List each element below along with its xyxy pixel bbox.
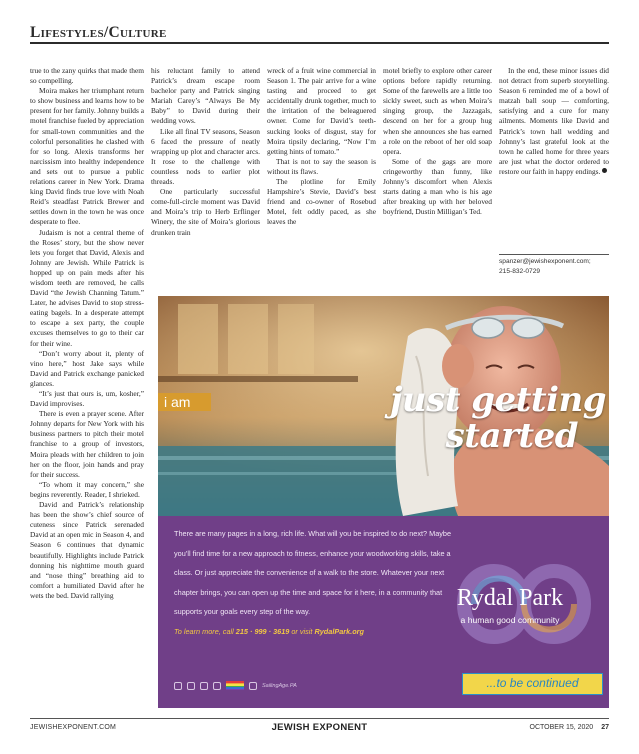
paragraph-text: In the end, these minor issues did not detract from superb storytelling. Season 6 reminded me of a bowl of matzah ball soup — comforting, satisfying and a cure for many ailments. Moments like David and Patrick’s town hall wedding and Johnny’s last grateful look at the town he called home for three years are just what the doctor ordered to restore our faith in happy endings.: [499, 66, 609, 176]
paragraph: That is not to say the season is without its flaws.: [267, 156, 376, 176]
article-column-2: [151, 66, 260, 238]
section-heading: [30, 24, 167, 42]
ad-footer-icons: [174, 681, 297, 690]
paragraph: [499, 66, 609, 177]
article-column-3: [267, 66, 376, 228]
page-number: 27: [601, 724, 609, 731]
paragraph: wreck of a fruit wine commercial in Season 1. The pair arrive for a wine tasting and proceed to get accidentally drunk together, much to the irritation of the beleaguered owner. Come for David’s teeth-sucking looks of disgust, stay for Moira tipsily declaring, “Now I’m getting hints of tomato.”: [267, 66, 376, 156]
headline-line-2: started: [445, 416, 578, 456]
brand-block: [435, 584, 585, 626]
paragraph: Moira makes her triumphant return to show business and learns how to be present for her family. Johnny builds a motel franchise fueled by appreciation for small-town communities and the colorful personalities he clashed with for so long. Alexis transforms her narcissism into healthy independence and sets out to pursue a public relations career in New York. Drama king David finds true love with Noah Reid’s steadfast Patrick Brewer and settles down in the town he was once desperate to flee.: [30, 86, 144, 227]
equal-housing-icon: [174, 682, 182, 690]
cta-website-link[interactable]: RydalPark.org: [314, 626, 364, 636]
footer-date: OCTOBER 15, 2020: [529, 724, 594, 731]
end-mark-icon: [602, 168, 607, 173]
accessibility-icon: [187, 682, 195, 690]
sailing-age-text: SailingAge.PA: [262, 682, 297, 689]
paragraph: The plotline for Emily Hampshire’s Stevie, David’s best friend and co-owner of Rosebud Motel, felt oddly paced, as she leaves the: [267, 177, 376, 227]
contact-email[interactable]: spanzer@jewishexponent.com;: [499, 258, 591, 265]
footer-rule: [30, 718, 609, 719]
paragraph: David and Patrick’s relationship has been the show’s chief source of cuteness since Patrick serenaded David at an open mic in Season 4, and Season 6 continues that dynamic beautifully. Highlights include Patrick donning his nighttime mouth guard and “nose thing” breathing aid to comfort a humiliated David after he wets the bed. David rallying: [30, 500, 144, 600]
footer-publication: JEWISH EXPONENT: [271, 722, 368, 733]
cta-mid: or visit: [289, 626, 315, 636]
ad-headline: [206, 382, 606, 454]
ad-call-to-action: [174, 622, 456, 642]
cta-phone[interactable]: 215 · 999 · 3619: [235, 626, 290, 636]
headline-line-1: just getting: [390, 380, 606, 420]
article-column-5: [499, 66, 609, 177]
author-contact: [499, 257, 611, 277]
section-title: Lifestyles/Culture: [30, 24, 167, 41]
paragraph: motel briefly to explore other career options before rapidly returning. Some of the farewells are a little too sickly sweet, such as when Moira’s singing group, the Jazzagals, descend on her for a group hug when she announces she has earned a role on the reboot of her old soap opera.: [383, 66, 492, 156]
brand-name: Rydal Park: [456, 585, 564, 611]
paragraph: true to the zany quirks that made them so compelling.: [30, 66, 144, 86]
ad-copy: [174, 524, 456, 641]
contact-phone: 215-832-0729: [499, 268, 541, 275]
heading-rule: [30, 42, 609, 44]
paragraph: One particularly successful come-full-circle moment was David and Moira’s trip to Herb Erflinger Winery, the site of Moira’s glorious drunken train: [151, 187, 260, 237]
paragraph: Some of the gags are more cringeworthy than funny, like Johnny’s discomfort when Alexis starts dating a man who is his age after breaking up with her beloved boyfriend, Dustin Milligan’s Ted.: [383, 156, 492, 217]
ad-body-text: There are many pages in a long, rich life. What will you be inspired to do next? Maybe you’ll find time for a new approach to fitness, enhance your woodworking skills, take a class. Or just appreciate the convenience of a walk to the store. Whatever your next chapter brings, you can open up the time and space for it here, in a community that supports your goals every step of the way.: [174, 529, 452, 616]
paragraph: There is even a prayer scene. After Johnny departs for New York with his business partners to pitch their motel franchise to a group of investors, Moira pleads with her children to join her on the floor, join hands and pray for their success.: [30, 409, 144, 479]
paragraph: Judaism is not a central theme of the Roses’ story, but the show never lets you forget that David, Alexis and Johnny are Jewish. While Patrick is hopped up on pain meds after his wisdom teeth are removed, he calls David “the Jewish Channing Tatum.” Later, he advises David to stop stress-eating bagels. In a desperate attempt to escape a sex party, the couple excuses themselves to go to their car for their wine.: [30, 227, 144, 348]
article-column-1: [30, 66, 144, 601]
article-column-4: [383, 66, 492, 217]
paragraph: “It’s just that ours is, um, kosher,” David improvises.: [30, 389, 144, 409]
cta-prefix: To learn more, call: [174, 626, 236, 636]
ad-tag: i am: [158, 393, 211, 411]
settings-icon: [213, 682, 221, 690]
pride-flag-icon: [226, 681, 244, 690]
paragraph: “Don’t worry about it, plenty of vino here,” host Jake says while David and Patrick exchange panicked glances.: [30, 348, 144, 388]
hearing-icon: [200, 682, 208, 690]
paragraph: Like all final TV seasons, Season 6 faced the pressure of neatly wrapping up plot and character arcs. It rose to the challenge with countless nods to earlier plot threads.: [151, 126, 260, 187]
footer-date-page: [530, 724, 609, 731]
advertisement: [158, 296, 609, 708]
contact-rule: [499, 254, 609, 255]
ribbon-icon: [249, 682, 257, 690]
paragraph: “To whom it may concern,” she begins reverently. Reader, I shrieked.: [30, 479, 144, 499]
brand-tagline: a human good community: [460, 615, 560, 625]
paragraph: his reluctant family to attend Patrick’s dream escape room bachelor party and Patrick singing Mariah Carey’s “Always Be My Baby” to David during their wedding vows.: [151, 66, 260, 126]
to-be-continued-banner: ...to be continued: [462, 673, 603, 695]
footer-website[interactable]: JEWISHEXPONENT.COM: [30, 724, 117, 731]
